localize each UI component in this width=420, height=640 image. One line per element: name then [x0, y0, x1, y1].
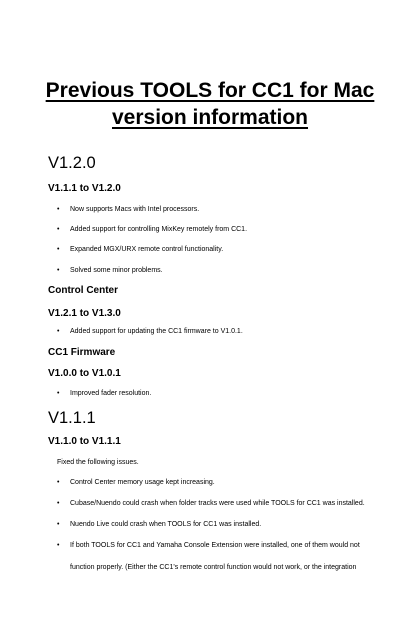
bullet-icon: •	[57, 542, 60, 549]
subsection-heading-v110-to-v111: V1.1.0 to V1.1.1	[48, 436, 121, 447]
bullet-icon: •	[57, 521, 60, 528]
page-title-line-2: version information	[111, 106, 309, 129]
subsection-heading-cc1-firmware: CC1 Firmware	[48, 347, 116, 358]
section-heading-v120: V1.2.0	[48, 154, 96, 172]
bullet-icon: •	[57, 479, 60, 486]
list-item-text: If both TOOLS for CC1 and Yamaha Console Extension were installed, one of them would not	[70, 542, 360, 549]
list-item-text: Nuendo Live could crash when TOOLS for CC1 was installed.	[70, 521, 262, 528]
page-title-line-1: Previous TOOLS for CC1 for Mac	[45, 79, 375, 102]
section-heading-v111: V1.1.1	[48, 409, 96, 427]
subsection-heading-control-center: Control Center	[48, 285, 118, 296]
bullet-icon: •	[57, 328, 60, 335]
subsection-heading-v111-to-v120: V1.1.1 to V1.2.0	[48, 183, 121, 194]
paragraph: Fixed the following issues.	[57, 459, 139, 466]
list-item-text: Control Center memory usage kept increasing.	[70, 479, 215, 486]
bullet-icon: •	[57, 206, 60, 213]
bullet-icon: •	[57, 246, 60, 253]
list-item-text: Added support for updating the CC1 firmware to V1.0.1.	[70, 328, 243, 335]
list-item-text: Expanded MGX/URX remote control functionality.	[70, 246, 224, 253]
bullet-icon: •	[57, 267, 60, 274]
subsection-heading-v100-to-v101: V1.0.0 to V1.0.1	[48, 368, 121, 379]
bullet-icon: •	[57, 226, 60, 233]
list-item-text: Solved some minor problems.	[70, 267, 163, 274]
list-item-text: Added support for controlling MixKey remotely from CC1.	[70, 226, 248, 233]
list-item-text: Now supports Macs with Intel processors.	[70, 206, 200, 213]
list-item-text: Cubase/Nuendo could crash when folder tracks were used while TOOLS for CC1 was installed.	[70, 500, 365, 507]
subsection-heading-v121-to-v130: V1.2.1 to V1.3.0	[48, 308, 121, 319]
list-item-text: Improved fader resolution.	[70, 390, 152, 397]
bullet-icon: •	[57, 500, 60, 507]
list-item-continuation: function properly. (Either the CC1's remote control function would not work, or the integration	[70, 564, 357, 571]
bullet-icon: •	[57, 390, 60, 397]
